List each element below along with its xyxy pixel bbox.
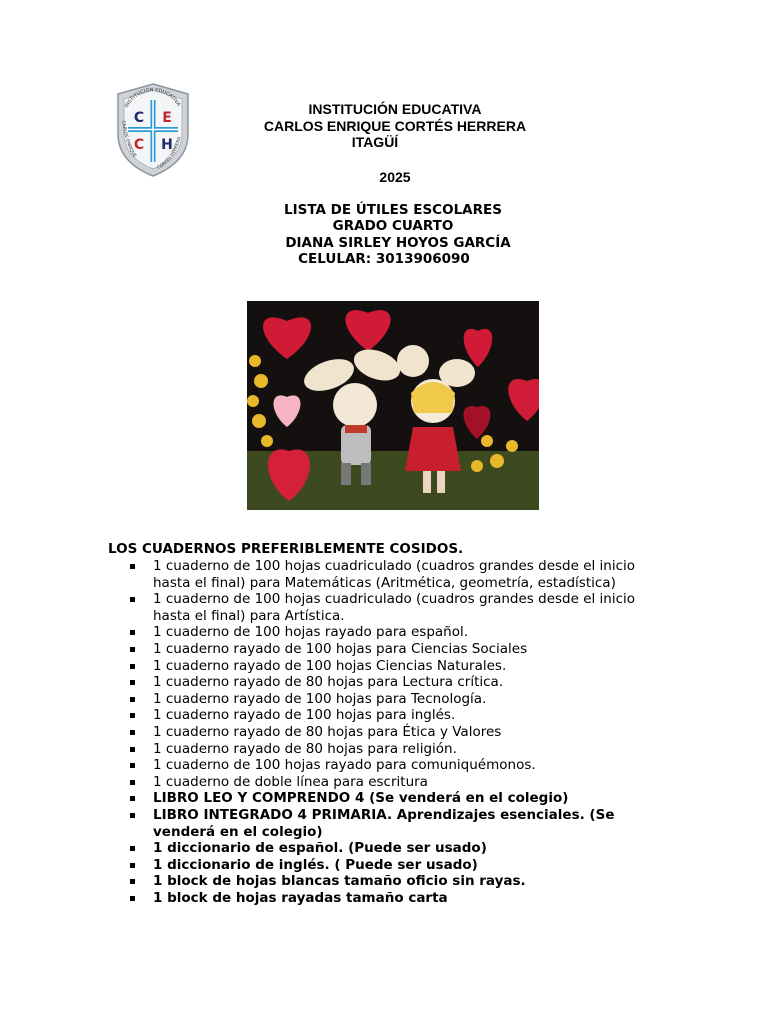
supplies-list (0, 558, 768, 906)
year: 2025 (379, 169, 411, 185)
grade-name: GRADO CUARTO (332, 218, 454, 234)
school-name: CARLOS ENRIQUE CORTÉS HERRERA (263, 118, 527, 134)
supply-item: LIBRO INTEGRADO 4 PRIMARIA. Aprendizajes esenciales. (Se venderá en el colegio) (0, 807, 768, 840)
institution-name: INSTITUCIÓN EDUCATIVA (308, 101, 482, 117)
teacher-name: DIANA SIRLEY HOYOS GARCÍA (285, 235, 511, 251)
logo-letter-e: E (162, 110, 172, 126)
list-title: LISTA DE ÚTILES ESCOLARES (284, 202, 502, 218)
logo-ring-left: CARLOS ENRIQUE (120, 120, 137, 159)
supply-item: 1 cuaderno rayado de 80 hojas para religión. (0, 741, 768, 758)
supply-item: 1 cuaderno rayado de 100 hojas para Tecnología. (0, 691, 768, 708)
supply-item: 1 cuaderno rayado de 100 hojas para inglés. (0, 707, 768, 724)
teacher-phone: CELULAR: 3013906090 (298, 251, 470, 267)
logo-ring-top: INSTITUCIÓN EDUCATIVA (123, 87, 182, 109)
supply-item: 1 cuaderno rayado de 100 hojas para Ciencias Sociales (0, 641, 768, 658)
mouse-puppets-photo (247, 301, 539, 510)
supply-item: 1 diccionario de inglés. ( Puede ser usado) (0, 857, 768, 874)
logo-letter-c1: C (133, 110, 145, 126)
supply-item: 1 block de hojas rayadas tamaño carta (0, 890, 768, 907)
supply-item: 1 cuaderno de 100 hojas cuadriculado (cuadros grandes desde el inicio hasta el final) para Artística. (0, 591, 768, 624)
supply-item: LIBRO LEO Y COMPRENDO 4 (Se venderá en el colegio) (0, 790, 768, 807)
supply-item: 1 cuaderno de 100 hojas rayado para comuniquémonos. (0, 757, 768, 774)
supply-item: 1 cuaderno rayado de 80 hojas para Lectura crítica. (0, 674, 768, 691)
notebooks-note: LOS CUADERNOS PREFERIBLEMENTE COSIDOS. (108, 541, 464, 557)
logo-letter-c2: C (133, 137, 145, 153)
supply-item: 1 cuaderno rayado de 100 hojas Ciencias Naturales. (0, 658, 768, 675)
supply-item: 1 diccionario de español. (Puede ser usado) (0, 840, 768, 857)
supply-item: 1 cuaderno de 100 hojas rayado para español. (0, 624, 768, 641)
supply-item: 1 cuaderno de doble línea para escritura (0, 774, 768, 791)
logo-ring-right: CORTÉS HERRERA (156, 136, 183, 171)
city-name: ITAGÜÍ (351, 134, 399, 150)
school-logo (114, 82, 192, 178)
supply-item: 1 cuaderno rayado de 80 hojas para Ética y Valores (0, 724, 768, 741)
supply-item: 1 cuaderno de 100 hojas cuadriculado (cuadros grandes desde el inicio hasta el final) para Matemáticas (Aritmética, geometría, estadística) (0, 558, 768, 591)
logo-letter-h: H (161, 137, 173, 153)
supply-item: 1 block de hojas blancas tamaño oficio sin rayas. (0, 873, 768, 890)
